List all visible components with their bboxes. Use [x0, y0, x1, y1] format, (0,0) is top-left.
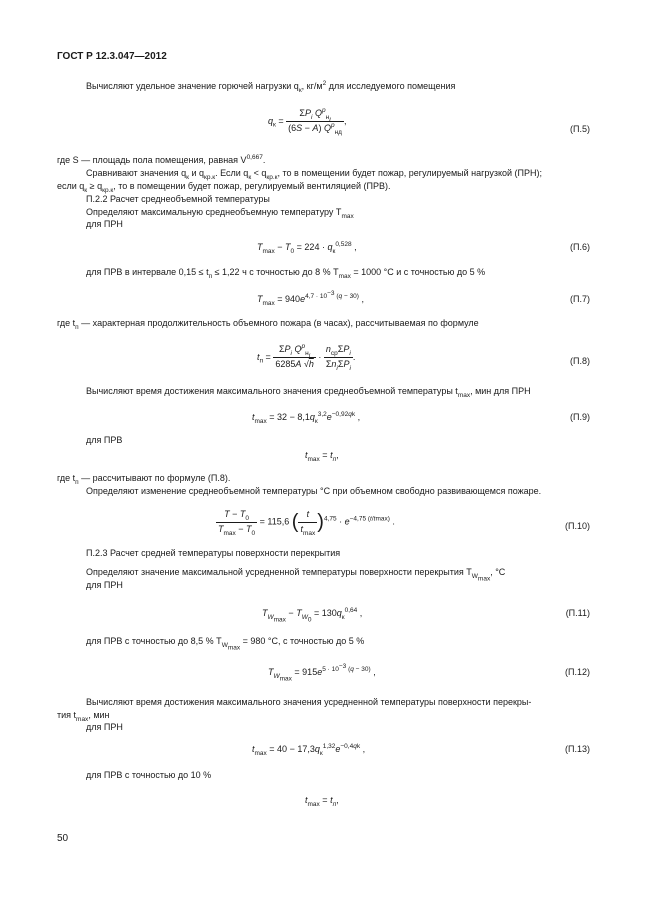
equation-p10: $\frac{T - T_0}{T_{max} - T_0}$ = 115,6 ( $\frac{t}{t_{max}}$ )$^{4,75} \cdot e^{-4,75 (t/tmax)}$ .	[218, 509, 395, 537]
label-for-prn-1: для ПРН	[86, 219, 123, 229]
label-for-prn-3: для ПРН	[86, 722, 123, 732]
where-s-definition: где S — площадь пола помещения, равная V$^{0,667}$.	[57, 154, 266, 165]
paragraph-time-reach-1: Вычисляют время достижения максимального значения среднеобъемной температуры $t_{max}$, мин для ПРН	[86, 386, 531, 399]
comparison-line-2: если $q_к \ge q_{кр.к}$, то в помещении будет пожар, регулируемый вентиляцией (ПРВ).	[57, 181, 391, 194]
paragraph-determine-tmax: Определяют максимальную среднеобъемную температуру $T_{max}$	[86, 207, 354, 220]
equation-tmax-eq-tn-2: $t_{max} = t_п$,	[305, 795, 339, 808]
equation-p8: $t_п$ = $\frac{\Sigma P_i Q^p_{н_i}}{6285A √h}$ · $\frac{n_{ср}\Sigma P_i}{\Sigma n_i\Sigma P_i}$ .	[257, 343, 356, 372]
equation-p5: $q_к$ = $\frac{\Sigma P_i Q^p_{н_i}}{(6S - A) Q^p_{нд}}$ ,	[268, 107, 347, 136]
paragraph-prv-10: для ПРВ с точностью до 10 %	[86, 770, 212, 780]
equation-p6: $T_{max} - T_0 = 224 \cdot q_к^{0,528}$ ,	[257, 241, 357, 255]
equation-number-p10: (П.10)	[565, 521, 590, 531]
equation-number-p6: (П.6)	[570, 242, 590, 252]
where-tn-definition: где $t_п$ — характерная продолжительность объемного пожара (в часах), рассчитываемая по формуле	[57, 318, 479, 331]
equation-number-p7: (П.7)	[570, 294, 590, 304]
equation-number-p8: (П.8)	[570, 356, 590, 366]
paragraph-time-reach-2: Вычисляют время достижения максимального значения усредненной температуры поверхности перекры-	[86, 697, 532, 707]
label-for-prv-1: для ПРВ	[86, 435, 123, 445]
equation-number-p5: (П.5)	[570, 124, 590, 134]
equation-p7: $T_{max} = 940e^{4,7 \cdot 10^{-3} (q - 30)}$ ,	[257, 290, 364, 307]
label-for-prn-2: для ПРН	[86, 580, 123, 590]
equation-p13: $t_{max} = 40 - 17,3q_к^{1,32}e^{-0,4qk}$ ,	[252, 743, 366, 757]
equation-number-p12: (П.12)	[565, 667, 590, 677]
section-heading-2-3: П.2.3 Расчет средней температуры поверхности перекрытия	[86, 548, 341, 558]
section-heading-2-2: П.2.2 Расчет среднеобъемной температуры	[86, 194, 270, 204]
equation-p12: $T_{W_{max}} = 915e^{5 \cdot 10^{-3} (q - 30)}$ ,	[268, 663, 376, 683]
equation-tmax-eq-tn-1: $t_{max} = t_п$,	[305, 450, 339, 463]
page-number: 50	[57, 833, 69, 844]
where-tn-reference: где $t_п$ — рассчитывают по формуле (П.8).	[57, 473, 231, 486]
equation-number-p9: (П.9)	[570, 412, 590, 422]
paragraph-time-reach-2-cont: тия $t_{max}$, мин	[57, 710, 110, 723]
equation-p11: $T_{W_{max}} - T_{W_0} = 130q_к^{0,64}$ ,	[262, 607, 363, 624]
equation-p9: $t_{max} = 32 - 8,1q_к^{3,2}e^{-0,92qk}$ ,	[252, 411, 361, 425]
paragraph-temperature-change: Определяют изменение среднеобъемной температуры °С при объемном свободно развивающемся пожаре.	[86, 486, 542, 496]
paragraph-specific-load: Вычисляют удельное значение горючей нагрузки $q_к$, $кг/м^2$ для исследуемого помещения	[86, 80, 456, 94]
paragraph-determine-tw: Определяют значение максимальной усредненной температуры поверхности перекрытия $T_{W_{max}}$, °С	[86, 567, 506, 583]
equation-number-p11: (П.11)	[565, 608, 590, 618]
paragraph-prv-85: для ПРВ с точностью до 8,5 % $T_{W_{max}} = 980$ °С, с точностью до 5 %	[86, 636, 365, 652]
comparison-line-1: Сравнивают значения $q_к$ и $q_{кр.к}$. Если $q_к < q_{кр.к}$, то в помещении будет пожар, регулируемый нагрузкой (ПРН);	[86, 168, 542, 181]
equation-number-p13: (П.13)	[565, 744, 590, 754]
document-header: ГОСТ Р 12.3.047—2012	[57, 51, 167, 62]
paragraph-prv-interval: для ПРВ в интервале $0,15 \le t_п \le 1,22$ ч с точностью до 8 % $T_{max} = 1000$ °С и с точностью до 5 %	[86, 267, 486, 280]
